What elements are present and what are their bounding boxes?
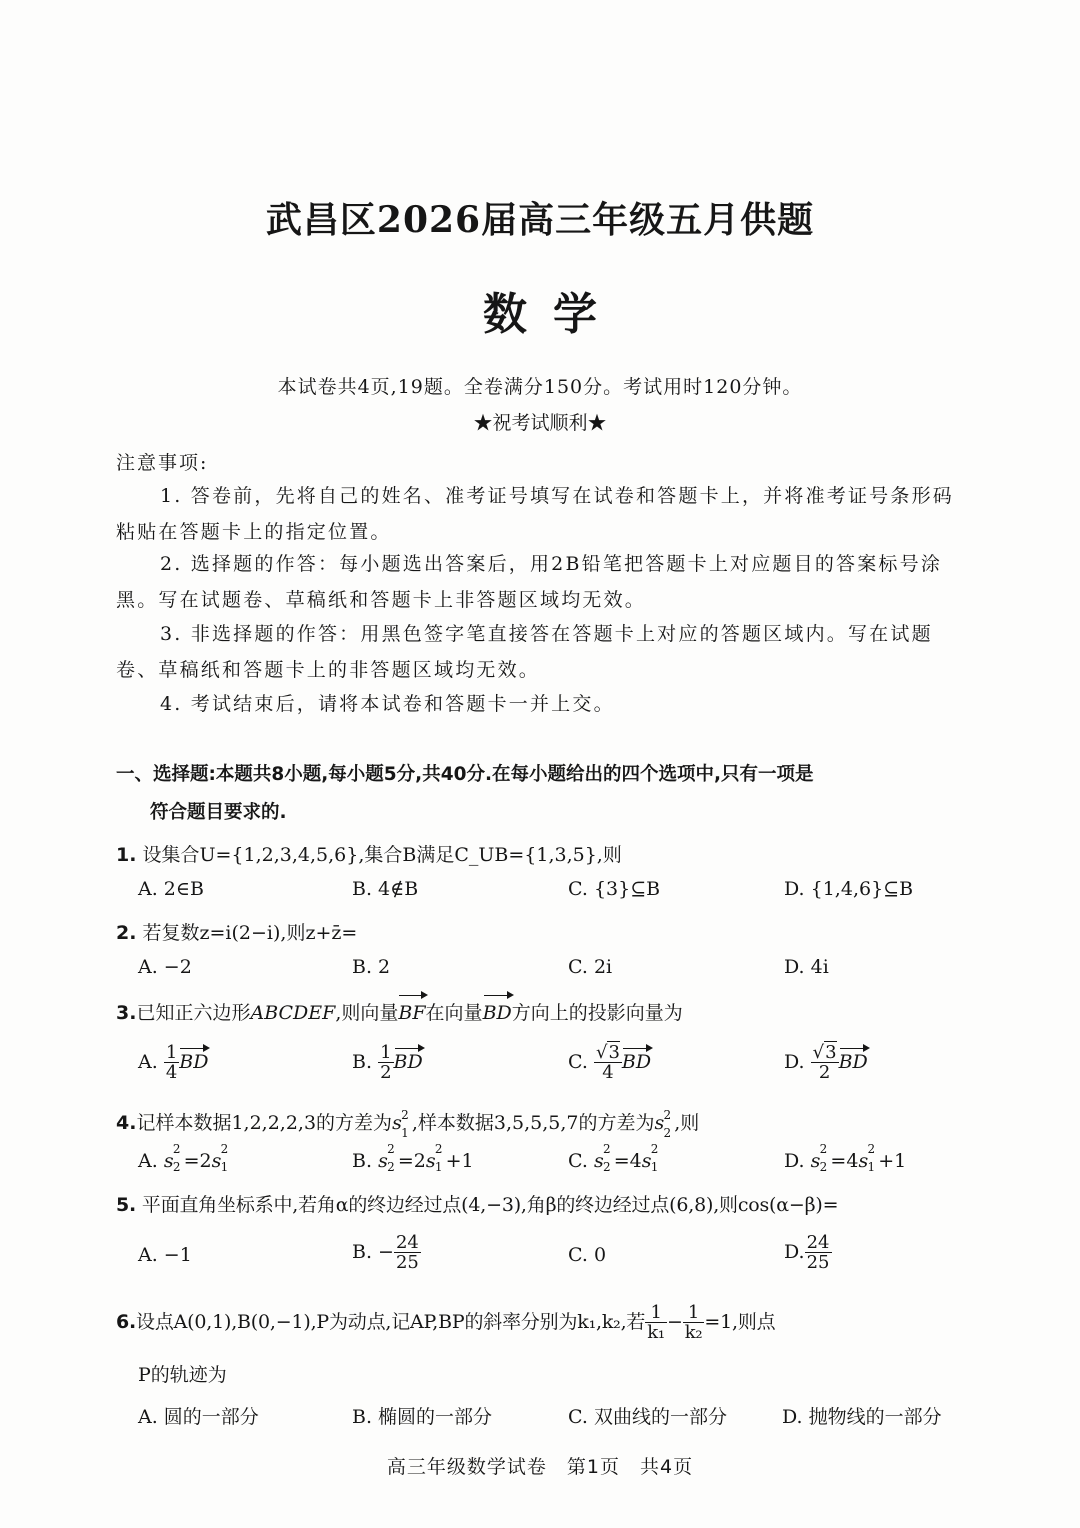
vector-bd: BD <box>394 1047 423 1073</box>
fraction: $\frac{1}{\text{k₂}}$ <box>684 1302 703 1343</box>
question-2 <box>116 918 962 948</box>
numerator <box>594 1044 622 1063</box>
denominator: 4 <box>165 1062 178 1083</box>
option-c: C. {3}⊆B <box>568 878 661 900</box>
option-b: B. − $\frac{24}{25}$ <box>352 1232 419 1273</box>
numerator <box>811 1044 839 1063</box>
page-footer: 高三年级数学试卷 第1页 共4页 <box>386 1456 694 1478</box>
option-d: D. 4i <box>784 956 829 978</box>
option-c: C. s 2 2 =4s 2 1 <box>568 1142 659 1174</box>
good-luck-line: ★祝考试顺利★ <box>473 412 607 434</box>
vector-bf: BF <box>398 994 425 1028</box>
option-b: B. 4∉B <box>352 878 419 900</box>
question-stem: 若复数z=i(2−i),则z+z̄= <box>142 922 358 944</box>
question-6: 6.设点A(0,1),B(0,−1),P为动点,记AP,BP的斜率分别为k₁,k₂,若 $\frac{1}{\text{k₁}}$ − $\frac{1}{\text{k₂}}$ =1,则点 <box>116 1302 776 1343</box>
question-3 <box>116 994 962 1028</box>
option-c: C. 0 <box>568 1244 607 1266</box>
option-a <box>138 1044 208 1082</box>
option-d: D. {1,4,6}⊆B <box>784 878 914 900</box>
question-1-options <box>138 878 978 918</box>
option-b: B. 椭圆的一部分 <box>352 1406 493 1428</box>
option-c: C. 双曲线的一部分 <box>568 1406 727 1428</box>
option-label: D. <box>784 1051 805 1073</box>
notice-heading: 注意事项: <box>116 452 209 474</box>
question-stem-part: 在向量 <box>425 1002 483 1024</box>
question-number: 6. <box>116 1311 137 1333</box>
exam-info: 本试卷共4页,19题。全卷满分150分。考试用时120分钟。 <box>277 376 803 398</box>
question-2-options <box>138 956 978 996</box>
option-label: A. <box>138 1051 158 1073</box>
question-stem-part: =1,则点 <box>704 1311 776 1333</box>
option-b: B. 2 <box>352 956 391 978</box>
option-d: D. s 2 2 =4s 2 1 +1 <box>784 1142 907 1174</box>
notice-item-4: 4. 考试结束后，请将本试卷和答题卡一并上交。 <box>160 693 615 715</box>
question-number: 2. <box>116 922 137 944</box>
sqrt-sign: √ <box>812 1042 825 1063</box>
fraction <box>378 1044 393 1082</box>
section-heading-line-1: 一、选择题:本题共8小题,每小题5分,共40分.在每小题给出的四个选项中,只有一项是 <box>116 764 814 785</box>
vector-bd: BD <box>622 1047 651 1073</box>
denominator: 4 <box>602 1062 614 1083</box>
option-label: C. <box>568 1051 588 1073</box>
notice-item-1: 1. 答卷前，先将自己的姓名、准考证号填写在试卷和答题卡上，并将准考证号条形码粘贴在答题卡上的指定位置。 <box>116 485 954 543</box>
option-b <box>352 1044 423 1082</box>
question-4-options <box>138 1142 978 1190</box>
option-b: B. s 2 2 =2s 2 1 +1 <box>352 1142 474 1174</box>
notice-item-3: 3. 非选择题的作答：用黑色签字笔直接答在答题卡上对应的答题区域内。写在试题卷、草稿纸和答题卡上的非答题区域均无效。 <box>116 623 933 681</box>
option-d <box>784 1044 868 1082</box>
subject-title: 数学 <box>483 289 623 340</box>
question-6-options <box>138 1402 978 1442</box>
question-number: 5. <box>116 1194 137 1216</box>
option-a: A. 圆的一部分 <box>138 1406 259 1428</box>
fraction <box>811 1044 839 1082</box>
radicand: 3 <box>825 1042 837 1063</box>
fraction: $\frac{24}{25}$ <box>806 1232 830 1273</box>
question-stem-part: 记样本数据1,2,2,2,3的方差为 <box>136 1112 393 1134</box>
option-label: B. <box>352 1051 373 1073</box>
question-6-line-2: P的轨迹为 <box>138 1364 227 1386</box>
question-4 <box>116 1108 962 1138</box>
question-stem-part: 设点A(0,1),B(0,−1),P为动点,记AP,BP的斜率分别为k₁,k₂,若 <box>136 1311 646 1333</box>
vector-bd: BD <box>839 1047 868 1073</box>
question-1 <box>116 840 962 870</box>
hexagon-name: ABCDEF <box>250 1002 336 1024</box>
question-stem-part: ,则 <box>674 1112 700 1134</box>
vector-bd: BD <box>179 1047 208 1073</box>
option-a: A. 2∈B <box>138 878 204 900</box>
fraction <box>594 1044 622 1082</box>
question-stem-part: ,样本数据3,5,5,5,7的方差为 <box>411 1112 655 1134</box>
option-c <box>568 1044 651 1082</box>
option-d: D. 抛物线的一部分 <box>782 1406 942 1428</box>
denominator: 2 <box>818 1062 831 1083</box>
numerator: 1 <box>165 1042 178 1063</box>
question-stem: 设集合U={1,2,3,4,5,6},集合B满足C_UB={1,3,5},则 <box>142 844 622 866</box>
option-d: D. $\frac{24}{25}$ <box>784 1232 830 1273</box>
question-number: 1. <box>116 844 137 866</box>
section-heading-line-2: 符合题目要求的. <box>150 802 287 823</box>
question-number: 4. <box>116 1112 137 1134</box>
numerator: 1 <box>380 1042 392 1063</box>
option-a: A. −2 <box>138 956 192 978</box>
denominator: 2 <box>380 1062 392 1083</box>
fraction: $\frac{1}{\text{k₁}}$ <box>647 1302 665 1343</box>
question-5-options <box>138 1234 978 1284</box>
question-stem-part: 已知正六边形 <box>136 1002 251 1024</box>
option-a: A. s 2 2 =2s 2 1 <box>138 1142 229 1174</box>
option-c: C. 2i <box>568 956 613 978</box>
s2-squared: s 2 2 <box>654 1108 672 1140</box>
question-stem-part: ,则向量 <box>335 1002 399 1024</box>
sqrt-sign: √ <box>595 1042 608 1063</box>
question-stem: 平面直角坐标系中,若角α的终边经过点(4,−3),角β的终边经过点(6,8),则cos(α−β)= <box>141 1194 839 1216</box>
question-5 <box>116 1190 962 1220</box>
vector-bd: BD <box>483 994 512 1028</box>
notice-item-2: 2. 选择题的作答：每小题选出答案后，用2B铅笔把答题卡上对应题目的答案标号涂黑。写在试题卷、草稿纸和答题卡上非答题区域均无效。 <box>116 553 943 611</box>
section-one-heading <box>116 756 962 832</box>
fraction <box>164 1044 179 1082</box>
option-a: A. −1 <box>138 1244 192 1266</box>
fraction: $\frac{24}{25}$ <box>395 1232 419 1273</box>
s1-squared: s 2 1 <box>392 1108 409 1140</box>
question-stem-part: 方向上的投影向量为 <box>511 1002 683 1024</box>
radicand: 3 <box>608 1042 620 1063</box>
question-number: 3. <box>116 1002 137 1024</box>
question-3-options <box>138 1044 978 1094</box>
exam-title: 武昌区2026届高三年级五月供题 <box>265 199 815 241</box>
